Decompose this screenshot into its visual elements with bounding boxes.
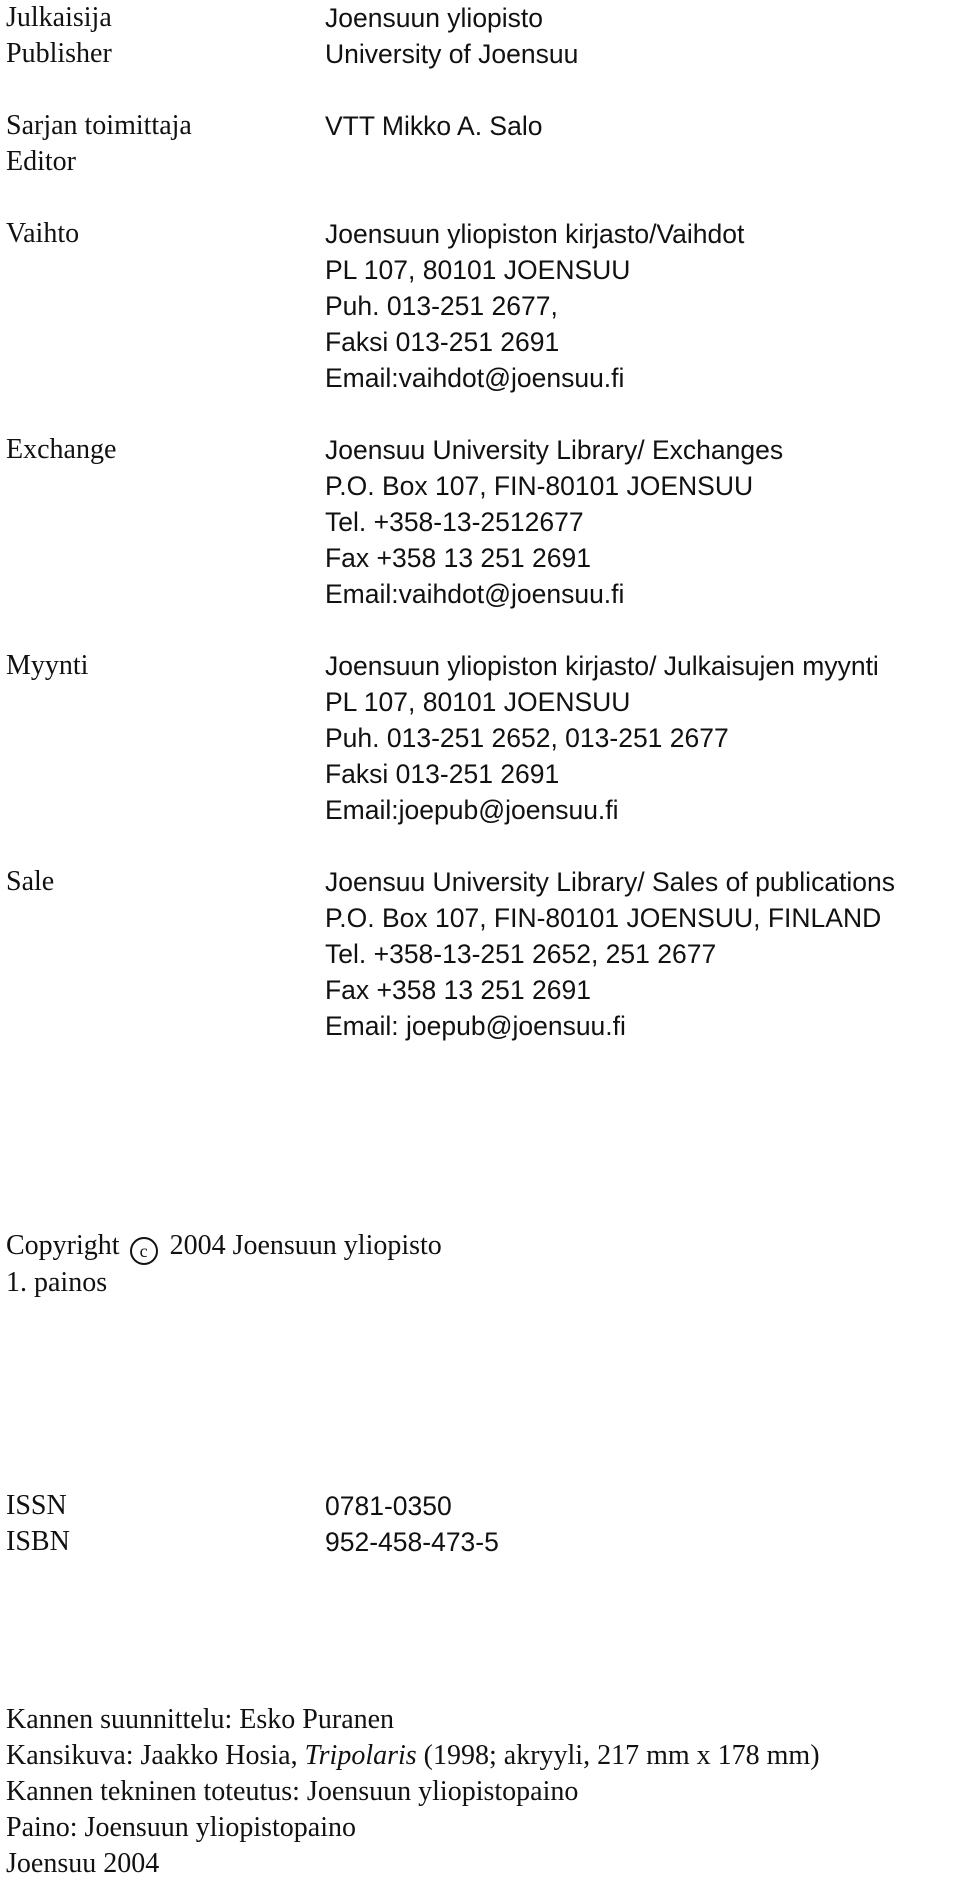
- issn-value: 0781-0350: [325, 1491, 452, 1521]
- value-line: VTT Mikko A. Salo: [325, 111, 543, 141]
- entry-label: [6, 432, 306, 468]
- value-line: Tel. +358-13-2512677: [325, 507, 584, 537]
- value-line: Puh. 013-251 2652, 013-251 2677: [325, 723, 729, 753]
- value-line: Joensuun yliopiston kirjasto/ Julkaisujen myynti: [325, 651, 879, 681]
- value-line: Joensuu University Library/ Exchanges: [325, 435, 784, 465]
- issn-label: ISSN: [6, 1490, 67, 1521]
- value-line: PL 107, 80101 JOENSUU: [325, 687, 631, 717]
- label-line: Vaihto: [6, 218, 80, 249]
- label-line: Exchange: [6, 434, 117, 465]
- issn-row: [6, 1488, 956, 1524]
- label-line: Myynti: [6, 650, 89, 681]
- cover-image-suffix: (1998; akryyli, 217 mm x 178 mm): [416, 1740, 820, 1771]
- copyright-word: Copyright: [6, 1230, 120, 1261]
- copyright-icon: c: [130, 1237, 158, 1265]
- value-line: Faksi 013-251 2691: [325, 327, 560, 357]
- label-line: Publisher: [6, 38, 112, 69]
- entry-value: [325, 0, 960, 72]
- value-line: Puh. 013-251 2677,: [325, 291, 558, 321]
- isbn-value: 952-458-473-5: [325, 1527, 499, 1557]
- value-line: Email:vaihdot@joensuu.fi: [325, 363, 625, 393]
- place-year-line: Joensuu 2004: [6, 1848, 160, 1879]
- entry-value: [325, 216, 960, 396]
- value-line: Joensuu University Library/ Sales of publications: [325, 867, 896, 897]
- copyright-line: [6, 1228, 956, 1265]
- entry-value: [325, 864, 960, 1044]
- isbn-label: ISBN: [6, 1526, 70, 1557]
- entry-value: [325, 432, 960, 612]
- cover-image-prefix: Kansikuva: Jaakko Hosia,: [6, 1740, 305, 1771]
- entry-label: [6, 216, 306, 252]
- value-line: University of Joensuu: [325, 39, 579, 69]
- label-line: Sarjan toimittaja: [6, 110, 192, 141]
- cover-image-line: [6, 1738, 956, 1774]
- copyright-block: [6, 1228, 956, 1301]
- entry-label: [6, 108, 306, 180]
- cover-production-line: Kannen tekninen toteutus: Joensuun yliopistopaino: [6, 1776, 579, 1807]
- value-line: Tel. +358-13-251 2652, 251 2677: [325, 939, 717, 969]
- cover-design-line: Kannen suunnittelu: Esko Puranen: [6, 1704, 395, 1735]
- copyright-holder: 2004 Joensuun yliopisto: [169, 1230, 442, 1261]
- value-line: Fax +358 13 251 2691: [325, 975, 591, 1005]
- value-line: P.O. Box 107, FIN-80101 JOENSUU, FINLAND: [325, 903, 882, 933]
- entry-value: [325, 108, 960, 144]
- entry-value: [325, 648, 960, 828]
- label-line: Sale: [6, 866, 55, 897]
- label-line: Julkaisija: [6, 2, 112, 33]
- label-line: Editor: [6, 146, 76, 177]
- value-line: Email:joepub@joensuu.fi: [325, 795, 619, 825]
- value-line: Joensuun yliopiston kirjasto/Vaihdot: [325, 219, 745, 249]
- isbn-row: [6, 1524, 956, 1560]
- value-line: PL 107, 80101 JOENSUU: [325, 255, 631, 285]
- credits-block: [6, 1702, 956, 1882]
- entry-label: [6, 648, 306, 684]
- value-line: Email:vaihdot@joensuu.fi: [325, 579, 625, 609]
- entry-label: [6, 0, 306, 72]
- entry-label: [6, 864, 306, 900]
- edition-line: 1. painos: [6, 1267, 108, 1298]
- value-line: Fax +358 13 251 2691: [325, 543, 591, 573]
- value-line: P.O. Box 107, FIN-80101 JOENSUU: [325, 471, 754, 501]
- printer-line: Paino: Joensuun yliopistopaino: [6, 1812, 356, 1843]
- artwork-title: Tripolaris: [304, 1740, 417, 1771]
- value-line: Email: joepub@joensuu.fi: [325, 1011, 626, 1041]
- value-line: Joensuun yliopisto: [325, 3, 544, 33]
- value-line: Faksi 013-251 2691: [325, 759, 560, 789]
